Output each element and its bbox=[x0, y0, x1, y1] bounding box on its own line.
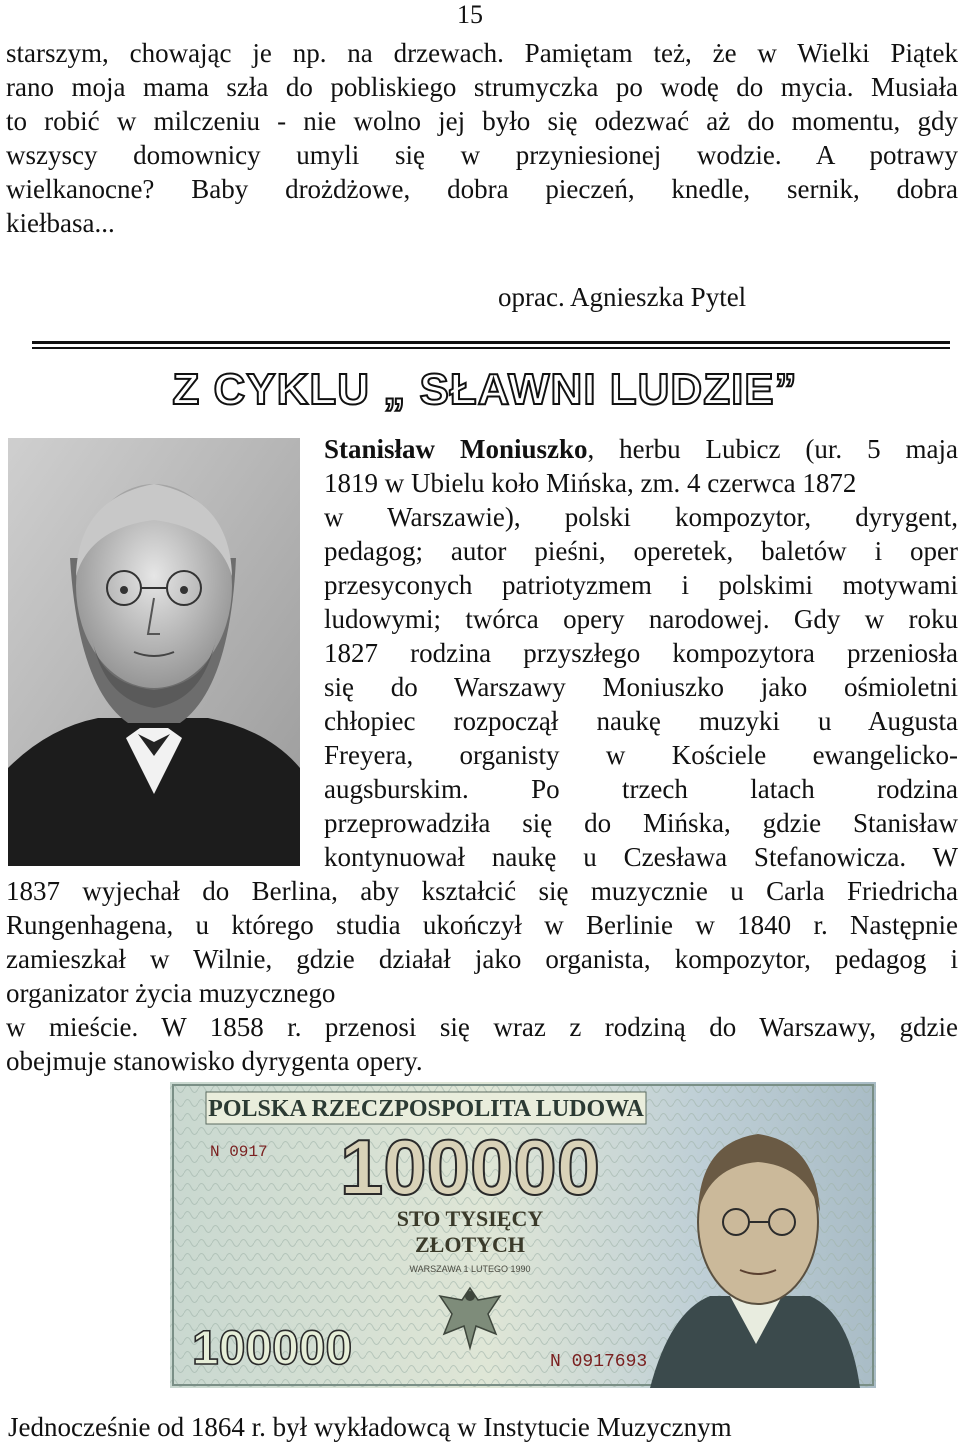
bio-line: przesyconych patriotyzmem i polskimi motywami bbox=[324, 570, 958, 600]
bio-line: augsburskim. Po trzech latach rodzina bbox=[324, 774, 958, 804]
moniuszko-portrait bbox=[8, 438, 300, 866]
banknote-value-big: 100000 bbox=[339, 1123, 601, 1211]
banknote-date-line: WARSZAWA 1 LUTEGO 1990 bbox=[409, 1264, 531, 1274]
bio-line: 1827 rodzina przyszłego kompozytora przeniosła bbox=[324, 638, 958, 668]
bio-first-line bbox=[324, 432, 958, 466]
intro-paragraph bbox=[6, 36, 958, 240]
continuation-line: Jednocześnie od 1864 r. był wykładowcą w Instytucie Muzycznym bbox=[8, 1412, 732, 1442]
bio-line: obejmuje stanowisko dyrygenta opery. bbox=[6, 1046, 423, 1076]
bio-line: w Warszawie), polski kompozytor, dyrygent, bbox=[324, 502, 958, 532]
banknote-serial-top: N 0917 bbox=[210, 1143, 268, 1161]
cycle-heading-text: Z CYKLU „ SŁAWNI LUDZIE” bbox=[172, 365, 798, 414]
banknote-value-words-2: ZŁOTYCH bbox=[414, 1232, 526, 1257]
bio-line: organizator życia muzycznego bbox=[6, 978, 336, 1008]
bio-line: się do Warszawy Moniuszko jako ośmioletni bbox=[324, 672, 958, 702]
bio-line: pedagog; autor pieśni, operetek, baletów i oper bbox=[324, 536, 958, 566]
cycle-heading bbox=[160, 360, 810, 416]
bio-line: ludowymi; twórca opery narodowej. Gdy w roku bbox=[324, 604, 958, 634]
bio-line: 1837 wyjechał do Berlina, aby kształcić się muzycznie u Carla Friedricha bbox=[6, 876, 958, 906]
page-number: 15 bbox=[457, 0, 483, 29]
intro-line: wszyscy domownicy umyli się w przyniesionej wodzie. A potrawy bbox=[6, 140, 958, 170]
banknote-header: POLSKA RZECZPOSPOLITA LUDOWA bbox=[208, 1096, 644, 1122]
double-rule-top bbox=[32, 341, 950, 344]
bio-line: 1819 w Ubielu koło Mińska, zm. 4 czerwca 1872 bbox=[324, 468, 857, 498]
intro-line: to robić w milczeniu - nie wolno jej było się odezwać aż do momentu, gdy bbox=[6, 106, 958, 136]
bio-line: chłopiec rozpoczął naukę muzyki u Augusta bbox=[324, 706, 958, 736]
bio-line: Freyera, organisty w Kościele ewangelicko- bbox=[324, 740, 958, 770]
double-rule-bottom bbox=[32, 347, 950, 349]
author-credit: oprac. Agnieszka Pytel bbox=[498, 282, 747, 312]
bio-first-line-rest: , herbu Lubicz (ur. 5 maja bbox=[587, 434, 958, 464]
banknote-100000-zloty bbox=[170, 1082, 876, 1388]
bio-paragraph-right bbox=[324, 432, 958, 874]
bio-line: zamieszkał w Wilnie, gdzie działał jako organista, kompozytor, pedagog i bbox=[6, 944, 958, 974]
intro-line: wielkanocne? Baby drożdżowe, dobra pieczeń, knedle, sernik, dobra bbox=[6, 174, 958, 204]
bio-paragraph-full bbox=[6, 874, 958, 1078]
bio-line: w mieście. W 1858 r. przenosi się wraz z rodziną do Warszawy, gdzie bbox=[6, 1012, 958, 1042]
intro-line: rano moja mama szła do pobliskiego strumyczka po wodę do mycia. Musiała bbox=[6, 72, 958, 102]
bio-line: kontynuował naukę u Czesława Stefanowicza. W bbox=[324, 842, 958, 872]
bio-line: przeprowadziła się do Mińska, gdzie Stanisław bbox=[324, 808, 958, 838]
intro-line: kiełbasa... bbox=[6, 208, 115, 238]
banknote-value-words-1: STO TYSIĘCY bbox=[396, 1206, 544, 1231]
banknote-serial-bottom: N 0917693 bbox=[550, 1352, 648, 1372]
intro-line: starszym, chowając je np. na drzewach. Pamiętam też, że w Wielki Piątek bbox=[6, 38, 958, 68]
bio-line: Rungenhagena, u którego studia ukończył w Berlinie w 1840 r. Następnie bbox=[6, 910, 958, 940]
banknote-value-corner: 100000 bbox=[192, 1322, 353, 1375]
bio-name: Stanisław Moniuszko bbox=[324, 434, 588, 464]
